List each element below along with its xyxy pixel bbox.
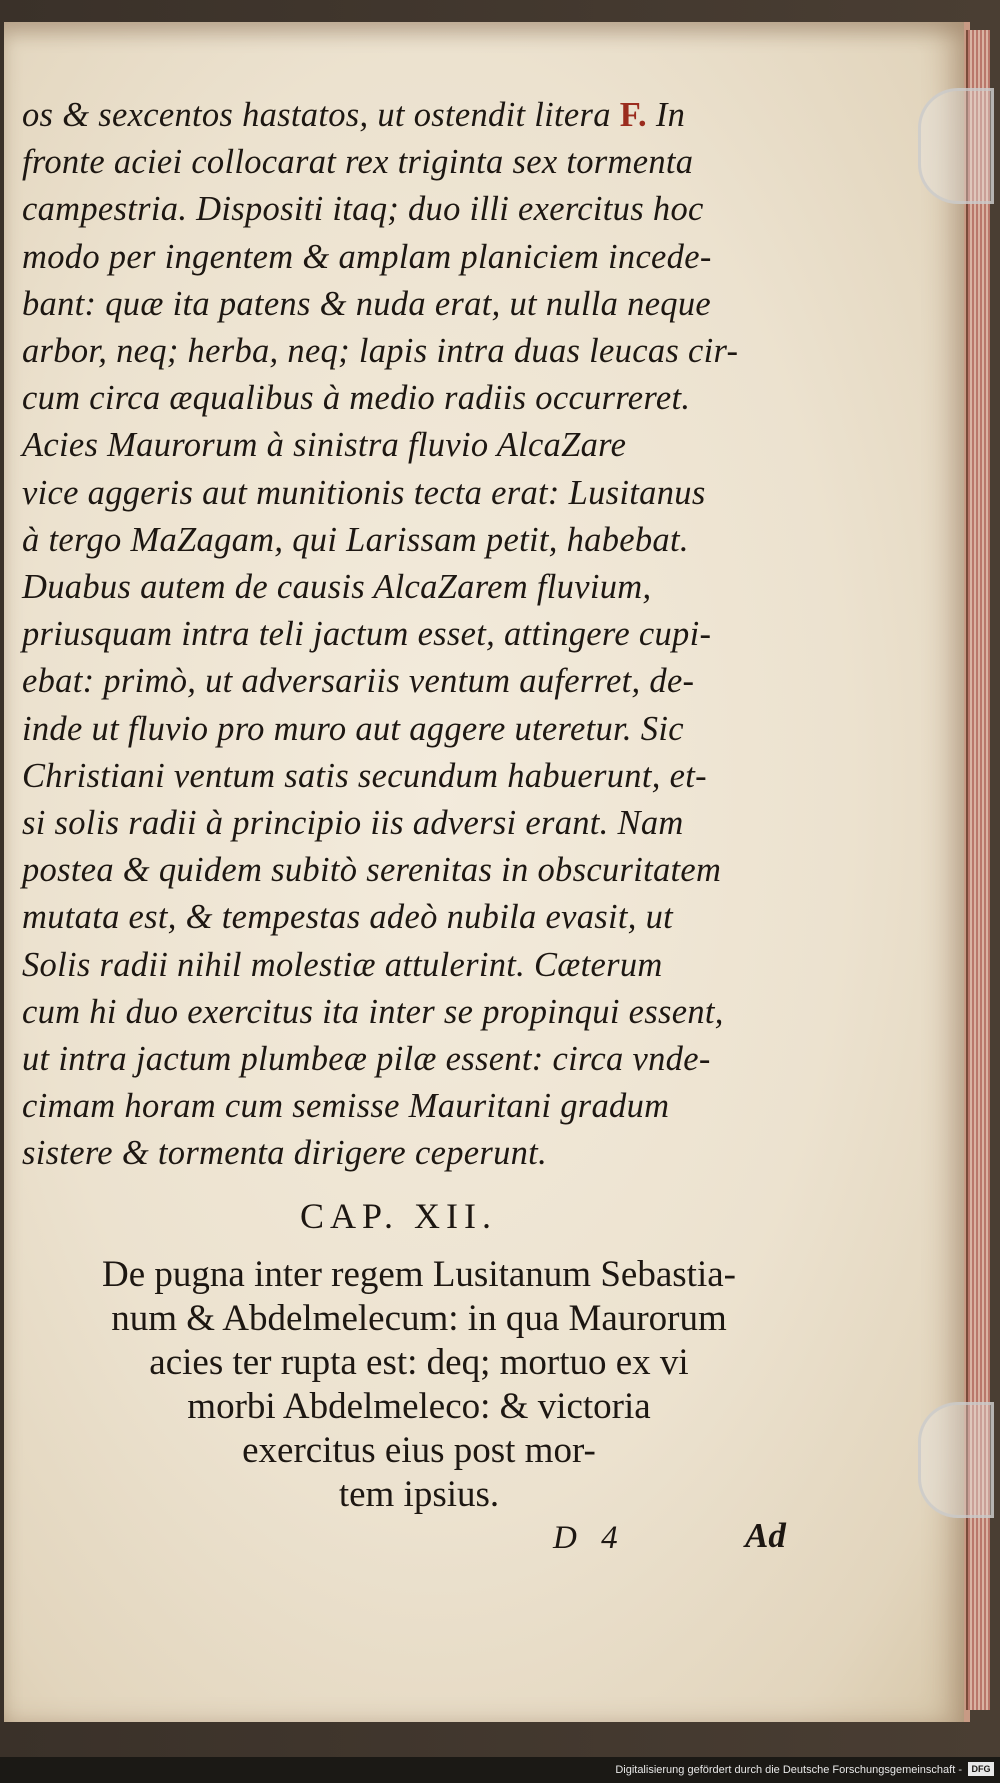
text-line: os & sexcentos hastatos, ut ostendit litera F. In [22,96,686,134]
heading-line: num & Abdelmelecum: in qua Maurorum [111,1298,727,1339]
heading-line: De pugna inter regem Lusitanum Sebastia- [102,1254,736,1295]
text-line: cimam horam cum semisse Mauritani gradum [22,1087,670,1126]
text-line: si solis radii à principio iis adversi erant. Nam [22,804,684,843]
text-line: sistere & tormenta dirigere ceperunt. [22,1134,547,1173]
text-line: vice aggeris aut munitionis tecta erat: Lusitanus [22,473,706,512]
text-line: campestria. Dispositi itaq; duo illi exercitus hoc [22,190,704,229]
text-line: fronte aciei collocarat rex triginta sex tormenta [22,143,694,182]
text-line: ebat: primò, ut adversariis ventum auferret, de- [22,662,695,701]
text-line: arbor, neq; herba, neq; lapis intra duas leucas cir- [22,332,739,371]
body-text [22,92,802,1178]
heading-line: morbi Abdelmeleco: & victoria [187,1386,651,1427]
text-line: mutata est, & tempestas adeò nubila evasit, ut [22,898,674,937]
text-line: inde ut fluvio pro muro aut aggere uteretur. Sic [22,709,684,748]
chapter-heading [24,1253,814,1517]
heading-line: acies ter rupta est: deq; mortuo ex vi [149,1342,689,1383]
text-line: priusquam intra teli jactum esset, attingere cupi- [22,615,712,654]
catchword: Ad [745,1516,786,1555]
text-line: modo per ingentem & amplam planiciem incede- [22,237,712,276]
dfg-logo-icon: DFG [968,1762,994,1776]
funding-note: Digitalisierung gefördert durch die Deutsche Forschungsgemeinschaft - [615,1764,962,1776]
heading-line: tem ipsius. [338,1474,500,1515]
text-line: Christiani ventum satis secundum habuerunt, et- [22,756,707,795]
heading-line: exercitus eius post mor- [242,1430,596,1471]
text-line: cum hi duo exercitus ita inter se propinqui essent, [22,992,724,1031]
text-line: postea & quidem subitò serenitas in obscuritatem [22,851,722,890]
text-line: Acies Maurorum à sinistra fluvio AlcaZare [22,426,627,465]
text-line: Duabus autem de causis AlcaZarem fluvium, [22,568,652,607]
rubric-letter: F. [619,96,647,134]
text-line: Solis radii nihil molestiæ attulerint. Cæterum [22,945,663,984]
text-line: à tergo MaZagam, qui Larissam petit, habebat. [22,520,689,559]
page-clip-top [918,88,994,204]
signature-mark: D 4 [553,1520,626,1556]
text-line: bant: quæ ita patens & nuda erat, ut nulla neque [22,284,712,323]
text-line: cum circa æqualibus à medio radiis occurreret. [22,379,691,418]
page-clip-bottom [918,1402,994,1518]
text-line: ut intra jactum plumbeæ pilæ essent: circa vnde- [22,1040,711,1079]
chapter-number: CAP. XII. [300,1196,498,1236]
